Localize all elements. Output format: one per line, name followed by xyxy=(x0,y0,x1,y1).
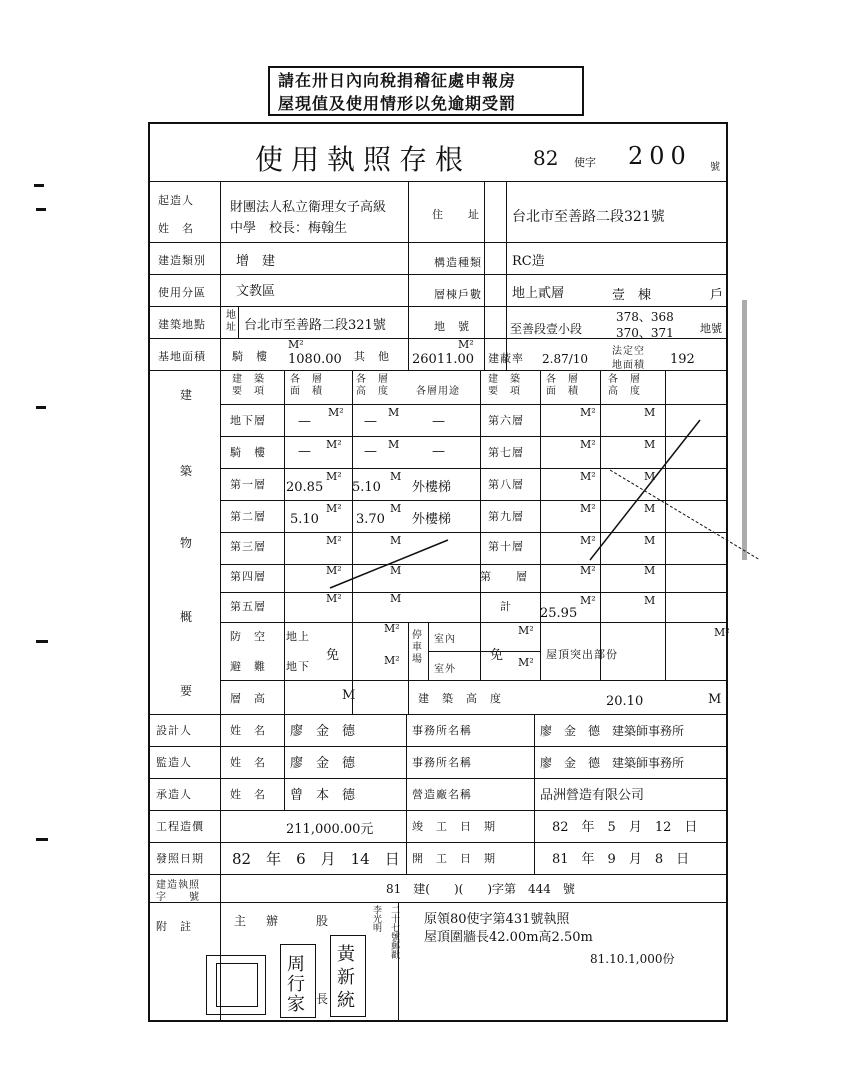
floor-row-height: 5.10 xyxy=(352,480,381,495)
total-area: 25.95 xyxy=(540,606,578,621)
unit-m2: M² xyxy=(384,622,400,635)
section-char-5: 要 xyxy=(180,684,193,698)
building-class-label: 建造類別 xyxy=(158,254,206,267)
unit-m2: M² xyxy=(714,626,730,639)
issue-date-label: 發照日期 xyxy=(156,852,204,865)
zone-label: 使用分區 xyxy=(158,286,206,299)
stamp-char: 股 xyxy=(316,914,329,928)
floors-value: 地上貳層 xyxy=(512,286,565,301)
floor-row-name: 第四層 xyxy=(230,570,266,583)
owner-address: 台北市至善路二段321號 xyxy=(512,209,665,225)
other-label: 其 他 xyxy=(354,350,390,363)
seal-char: 黃 xyxy=(337,944,355,965)
site-label: 建築地點 xyxy=(158,318,206,331)
completion-label: 竣 工 日 期 xyxy=(412,820,496,833)
floor-row-name: 第三層 xyxy=(230,540,266,553)
floor-row-name: 第二層 xyxy=(230,510,266,523)
seal-char: 統 xyxy=(337,990,355,1011)
coverage-label: 建蔽率 xyxy=(488,352,524,365)
hdr-height-right: 各 層 高 度 xyxy=(608,374,641,397)
floor-row-name: 第七層 xyxy=(488,446,524,459)
unit-m: M xyxy=(390,592,402,605)
unit-m: M xyxy=(644,534,656,547)
hdr-item: 建 築 要 項 xyxy=(232,374,265,397)
unit-m: M xyxy=(644,564,656,577)
contractor-company: 品洲營造有限公司 xyxy=(540,788,645,803)
office-label: 事務所名稱 xyxy=(412,724,472,737)
unit-m: M xyxy=(390,502,402,515)
owner-label-1: 起造人 xyxy=(158,194,194,207)
floor-row-name: 計 xyxy=(500,600,512,613)
permit-prefix: 使字 xyxy=(574,156,596,169)
stamp-char: 長 xyxy=(316,992,329,1006)
roof-protrusion-label: 屋頂突出部份 xyxy=(546,648,618,661)
unit-m: M xyxy=(390,534,402,547)
shelter-exempt: 免 xyxy=(326,648,340,663)
floor-row-area: — xyxy=(298,414,311,429)
name-label: 姓 名 xyxy=(230,756,266,769)
scan-edge xyxy=(742,300,747,560)
hdr-item-right: 建 築 要 項 xyxy=(488,374,521,397)
floors-label: 層棟戶數 xyxy=(434,288,482,301)
seal-char: 行 xyxy=(287,974,305,995)
supervisor-office: 廖 金 德 建築師事務所 xyxy=(540,756,685,770)
unit-m2: M² xyxy=(326,564,342,577)
unit-m2: M² xyxy=(326,592,342,605)
building-height-value: 20.10 xyxy=(606,694,644,709)
scan-mark xyxy=(36,838,48,841)
company-label: 營造廠名稱 xyxy=(412,788,472,801)
parking-indoor: 室內 xyxy=(434,634,456,645)
floor-row-use: 外樓梯 xyxy=(412,512,452,527)
section-char-1: 建 xyxy=(180,388,193,402)
unit-m: M xyxy=(390,564,402,577)
cancel-line xyxy=(590,420,700,560)
floor-row-use: — xyxy=(432,444,445,459)
unit-m2: M² xyxy=(580,406,596,419)
unit-m: M xyxy=(644,470,656,483)
lot-label: 地 號 xyxy=(434,320,470,333)
stamp-char: 辦 xyxy=(266,914,279,928)
shelter-below: 地下 xyxy=(286,660,310,673)
floor-row-name: 第十層 xyxy=(488,540,524,553)
unit-m: M xyxy=(644,406,656,419)
unit-m: M xyxy=(388,406,400,419)
storey-height-label: 層 高 xyxy=(230,692,266,705)
floor-row-name: 第五層 xyxy=(230,600,266,613)
floor-row-use: 外樓梯 xyxy=(412,480,452,495)
remarks-line-2: 屋頂圍牆長42.00m高2.50m xyxy=(424,930,593,945)
parking-outdoor: 室外 xyxy=(434,664,456,675)
floor-row-height: — xyxy=(364,444,377,459)
parking-exempt: 免 xyxy=(490,648,504,663)
lot-suffix: 地號 xyxy=(700,322,722,335)
start-date-value: 81 年 9 月 8 日 xyxy=(552,852,690,867)
seal-char: 新 xyxy=(337,967,355,988)
shelter-above: 地上 xyxy=(286,630,310,643)
permit-no-value: 81 建( )( )字第 444 號 xyxy=(386,882,575,896)
permit-number: 200 xyxy=(628,142,692,170)
postmark-text-1: 李光明 xyxy=(371,905,381,932)
permit-year: 82 xyxy=(533,146,559,170)
scan-mark xyxy=(34,184,44,187)
unit-m2: M² xyxy=(580,564,596,577)
unit-m2: M² xyxy=(328,406,344,419)
arcade-label: 騎 樓 xyxy=(232,350,268,363)
floor-row-name: 第六層 xyxy=(488,414,524,427)
designer-label: 設計人 xyxy=(156,724,192,737)
unit-m2: M² xyxy=(580,438,596,451)
unit-count: 戶 xyxy=(710,288,724,303)
other-value: 26011.00 xyxy=(412,352,475,367)
floor-row-area: — xyxy=(298,444,311,459)
structure-label: 構造種類 xyxy=(434,256,482,269)
unit-m2: M² xyxy=(326,438,342,451)
floor-row-height: — xyxy=(364,414,377,429)
floor-row-name: 騎 樓 xyxy=(230,446,266,459)
address-label: 住 址 xyxy=(432,208,480,221)
contractor-name: 曾 本 德 xyxy=(290,788,356,803)
shelter-label-1: 防 空 xyxy=(230,630,266,643)
legal-space-value: 192 xyxy=(670,352,695,367)
unit-m2: M² xyxy=(580,594,596,607)
cost-value: 211,000.00元 xyxy=(286,822,374,837)
cancel-line xyxy=(610,470,760,560)
office-label: 事務所名稱 xyxy=(412,756,472,769)
site-address: 台北市至善路二段321號 xyxy=(244,318,386,333)
supervisor-label: 監造人 xyxy=(156,756,192,769)
scan-mark xyxy=(36,640,48,643)
unit-m2: M² xyxy=(326,502,342,515)
floor-row-area: 5.10 xyxy=(290,512,319,527)
site-sub-label: 地址 xyxy=(226,310,237,333)
designer-name: 廖 金 德 xyxy=(290,724,356,739)
lot-numbers-1: 378、368 xyxy=(616,310,674,324)
lot-section: 至善段壹小段 xyxy=(510,322,583,336)
other-unit: M² xyxy=(458,338,474,351)
floor-row-name: 第九層 xyxy=(488,510,524,523)
cost-label: 工程造價 xyxy=(156,820,204,833)
unit-m2: M² xyxy=(580,534,596,547)
contractor-label: 承造人 xyxy=(156,788,192,801)
structure-value: RC造 xyxy=(512,254,545,269)
section-char-4: 概 xyxy=(180,610,193,624)
start-date-label: 開 工 日 期 xyxy=(412,852,496,865)
unit-m: M xyxy=(644,502,656,515)
site-area-label: 基地面積 xyxy=(158,350,206,363)
form-title: 使用執照存根 xyxy=(255,143,472,176)
arcade-value: 1080.00 xyxy=(288,352,342,367)
floor-row-name: 地下層 xyxy=(230,414,266,427)
unit-m: M xyxy=(388,438,400,451)
unit-m2: M² xyxy=(518,624,534,637)
coverage-value: 2.87/10 xyxy=(542,352,589,366)
shelter-label-2: 避 難 xyxy=(230,660,266,673)
floor-row-area: 20.85 xyxy=(286,480,324,495)
legal-space-label-2: 地面積 xyxy=(612,360,645,371)
remarks-label: 附 註 xyxy=(156,920,192,933)
floor-row-name: 第 層 xyxy=(480,570,528,583)
postmark-text-2: 二十七號郵戳 xyxy=(389,905,399,959)
owner-name-line-1: 財團法人私立衛理女子高級 xyxy=(230,200,387,215)
building-count: 壹 棟 xyxy=(612,288,652,303)
floor-row-name: 第一層 xyxy=(230,478,266,491)
stamp-char: 主 xyxy=(234,914,247,928)
building-class-value: 增 建 xyxy=(236,254,276,269)
building-height-label: 建 築 高 度 xyxy=(418,692,502,705)
tax-notice-line-1: 請在卅日內向稅捐稽征處申報房 xyxy=(278,71,517,90)
unit-m2: M² xyxy=(384,654,400,667)
name-label: 姓 名 xyxy=(230,724,266,737)
floor-row-name: 第八層 xyxy=(488,478,524,491)
parking-label: 停車場 xyxy=(412,630,423,665)
arcade-unit: M² xyxy=(288,338,304,351)
storey-height-unit: M xyxy=(342,688,356,703)
unit-m: M xyxy=(644,438,656,451)
seal-char: 周 xyxy=(287,954,305,975)
hdr-area-right: 各 層 面 積 xyxy=(546,374,579,397)
scan-mark xyxy=(36,406,46,409)
unit-m: M xyxy=(644,594,656,607)
hdr-area: 各 層 面 積 xyxy=(290,374,323,397)
unit-m2: M² xyxy=(326,470,342,483)
owner-label-2: 姓 名 xyxy=(158,222,194,235)
unit-m2: M² xyxy=(580,470,596,483)
lot-numbers-2: 370、371 xyxy=(616,326,674,340)
permit-no-label-1: 建造執照 xyxy=(156,880,200,891)
owner-name-line-2: 中學 校長：梅翰生 xyxy=(230,221,348,236)
unit-m2: M² xyxy=(518,656,534,669)
hdr-height: 各 層 高 度 xyxy=(356,374,389,397)
unit-m: M xyxy=(390,470,402,483)
name-label: 姓 名 xyxy=(230,788,266,801)
hdr-use: 各層用途 xyxy=(416,386,460,397)
form-print-note: 81.10.1,000份 xyxy=(590,952,675,966)
legal-space-label-1: 法定空 xyxy=(612,346,645,357)
permit-no-label-2: 字 號 xyxy=(156,892,200,903)
seal-char: 家 xyxy=(287,994,305,1015)
section-char-3: 物 xyxy=(180,536,193,550)
building-height-unit: M xyxy=(708,692,722,707)
floor-row-height: 3.70 xyxy=(356,512,385,527)
cancel-line xyxy=(330,540,448,588)
tax-notice-line-2: 屋現值及使用情形以免逾期受罰 xyxy=(278,94,517,113)
scan-mark xyxy=(36,208,46,211)
remarks-line-1: 原領80使字第431號執照 xyxy=(424,912,570,927)
floor-row-use: — xyxy=(432,414,445,429)
permit-suffix: 號 xyxy=(710,162,720,173)
supervisor-name: 廖 金 德 xyxy=(290,756,356,771)
designer-office: 廖 金 德 建築師事務所 xyxy=(540,724,685,738)
unit-m2: M² xyxy=(326,534,342,547)
issue-date-value: 82 年 6 月 14 日 xyxy=(232,850,400,868)
completion-value: 82 年 5 月 12 日 xyxy=(552,820,698,835)
unit-m2: M² xyxy=(580,502,596,515)
zone-value: 文教區 xyxy=(236,284,276,299)
section-char-2: 築 xyxy=(180,464,193,478)
